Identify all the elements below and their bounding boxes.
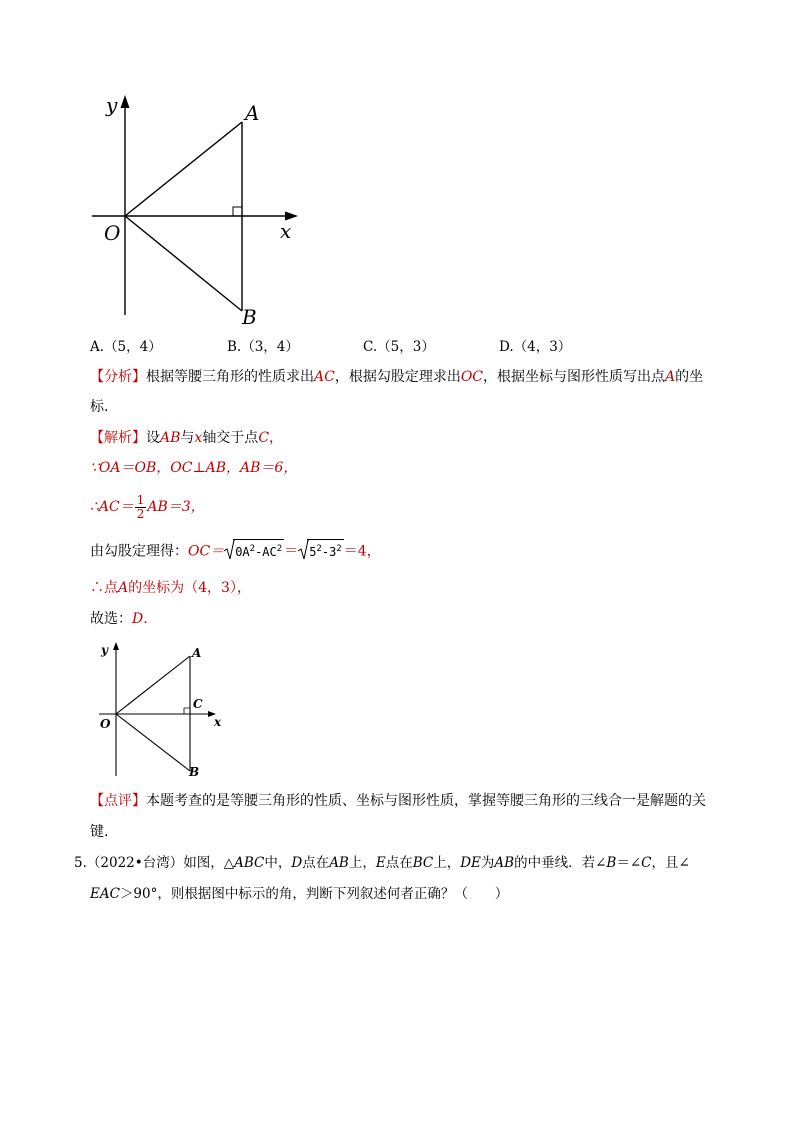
comment-text: 本题考查的是等腰三角形的性质、坐标与图形性质，掌握等腰三角形的三线合一是解题的关 bbox=[146, 793, 706, 809]
q5-t2: 中， bbox=[264, 855, 292, 871]
y-axis-arrow bbox=[113, 642, 119, 650]
analysis-tag: 【分析】 bbox=[90, 369, 146, 385]
solution-l1-post: 轴交于点 bbox=[202, 430, 259, 446]
q5-c: C bbox=[641, 855, 652, 871]
q5-de: DE bbox=[460, 855, 481, 871]
rad1-a: 0A bbox=[235, 545, 250, 559]
solution-l4-post: ＝4， bbox=[343, 543, 381, 560]
q5-t5: 点在 bbox=[385, 855, 413, 871]
comment-tag: 【点评】 bbox=[90, 793, 146, 809]
segment-ob bbox=[116, 714, 190, 771]
option-c: C.（5，3） bbox=[363, 339, 435, 355]
q5-eac: EAC bbox=[90, 886, 120, 902]
analysis-text-1: 根据等腰三角形的性质求出 bbox=[146, 369, 314, 385]
analysis-text-2: ，根据勾股定理求出 bbox=[334, 369, 461, 385]
analysis-text-4: 的坐 bbox=[675, 369, 704, 385]
option-b: B.（3，4） bbox=[227, 339, 299, 355]
right-angle-mark bbox=[233, 207, 242, 216]
comment-line-2: 键. bbox=[90, 824, 109, 840]
rad2-sup2: 2 bbox=[336, 544, 342, 554]
y-label: y bbox=[101, 643, 108, 657]
solution-l1-ab: AB bbox=[160, 430, 181, 446]
solution-l4-eq: ＝ bbox=[284, 543, 299, 560]
y-axis-arrow bbox=[121, 95, 130, 108]
fraction-denominator: 2 bbox=[136, 506, 145, 521]
analysis-line-2: 标. bbox=[90, 399, 109, 415]
segment-oa bbox=[125, 122, 242, 216]
option-a: A.（5，4） bbox=[90, 339, 162, 355]
segment-ob bbox=[125, 216, 242, 311]
solution-l5-pre: ∴点 bbox=[90, 580, 118, 596]
rad2-b: -3 bbox=[321, 545, 337, 559]
solution-tag: 【解析】 bbox=[90, 430, 146, 446]
solution-line-2: ∵OA＝OB，OC⊥AB，AB＝6， bbox=[90, 460, 298, 476]
q5-t1: 如图，△ bbox=[183, 855, 235, 871]
sqrt-sign-icon bbox=[298, 539, 309, 561]
q5-abc: ABC bbox=[234, 855, 265, 871]
q5-e: E bbox=[375, 855, 386, 871]
origin-label: O bbox=[100, 717, 111, 731]
question-number: 5. bbox=[74, 855, 87, 871]
solution-line-3 bbox=[90, 492, 205, 522]
question-source: （2022•台湾） bbox=[86, 855, 184, 871]
point-a-label: A bbox=[245, 101, 260, 125]
solution-line-4 bbox=[90, 539, 381, 564]
rad2-a: 5 bbox=[309, 545, 317, 559]
segment-oa bbox=[116, 656, 190, 714]
point-a-label: A bbox=[192, 646, 202, 660]
figure-1-coordinate-diagram bbox=[80, 90, 310, 330]
q5-t10: ，且∠ bbox=[651, 855, 690, 871]
q5-bc: BC bbox=[412, 855, 434, 871]
x-label: x bbox=[214, 715, 222, 729]
q5-t9: ＝∠ bbox=[616, 855, 642, 871]
solution-l4-pre: 由勾股定理得： bbox=[90, 543, 188, 560]
y-label: y bbox=[106, 93, 118, 117]
q5-t4: 上， bbox=[348, 855, 376, 871]
right-angle-mark bbox=[184, 708, 190, 714]
solution-l1-pre: 设 bbox=[146, 430, 160, 446]
analysis-line-1 bbox=[90, 367, 703, 387]
q5-b: B bbox=[606, 855, 617, 871]
analysis-text-3: ，根据坐标与图形性质写出点 bbox=[483, 369, 666, 385]
comment-line-1 bbox=[90, 791, 706, 811]
solution-line-5 bbox=[90, 578, 251, 598]
solution-l6-pre: 故选： bbox=[90, 611, 132, 627]
rad2-sup1: 2 bbox=[316, 544, 322, 554]
solution-l6-answer: D bbox=[132, 611, 144, 627]
sqrt-sign-icon bbox=[224, 539, 235, 561]
sqrt-5-3 bbox=[298, 539, 344, 564]
solution-l5-a: A bbox=[118, 580, 129, 596]
solution-l3-post: AB＝3， bbox=[147, 499, 205, 515]
solution-l3-pre: ∴AC＝ bbox=[90, 499, 134, 515]
question-5-line-1 bbox=[74, 853, 690, 873]
solution-l5-post: 的坐标为（4，3）， bbox=[128, 580, 251, 596]
q5-t7: 为 bbox=[480, 855, 495, 871]
rad1-sup1: 2 bbox=[249, 544, 256, 554]
q5-t8: 的中垂线．若∠ bbox=[514, 855, 607, 871]
q5-ab2: AB bbox=[494, 855, 515, 871]
solution-l1-end: ， bbox=[269, 430, 284, 446]
q5-t3: 点在 bbox=[302, 855, 330, 871]
solution-l1-c: C bbox=[258, 430, 270, 446]
x-label: x bbox=[280, 219, 292, 243]
question-5-line-2 bbox=[90, 884, 508, 904]
figure-2-solution-diagram bbox=[95, 638, 235, 783]
analysis-oc: OC bbox=[460, 369, 484, 385]
solution-line-1 bbox=[90, 428, 283, 448]
fraction-numerator: 1 bbox=[136, 492, 145, 507]
analysis-ac: AC bbox=[314, 369, 335, 385]
analysis-a: A bbox=[665, 369, 676, 385]
q5-ab: AB bbox=[329, 855, 349, 871]
solution-l6-end: . bbox=[143, 611, 148, 627]
point-c-label: C bbox=[193, 697, 203, 711]
point-b-label: B bbox=[242, 305, 257, 329]
q5-l2-rest: ＞90°，则根据图中标示的角，判断下列叙述何者正确？（ ） bbox=[119, 886, 509, 902]
sqrt-oa-ac bbox=[224, 539, 284, 564]
solution-l1-x: x bbox=[194, 430, 203, 446]
fraction-one-half bbox=[135, 494, 147, 521]
rad1-sup2: 2 bbox=[276, 544, 283, 554]
option-d: D.（4，3） bbox=[499, 339, 572, 355]
rad1-b: -AC bbox=[255, 545, 277, 559]
q5-d: D bbox=[291, 855, 303, 871]
solution-line-6 bbox=[90, 609, 148, 629]
point-b-label: B bbox=[189, 765, 200, 779]
solution-l4-oc: OC＝ bbox=[188, 543, 225, 560]
q5-t6: 上， bbox=[433, 855, 461, 871]
origin-label: O bbox=[104, 221, 121, 245]
solution-l1-mid: 与 bbox=[180, 430, 195, 446]
